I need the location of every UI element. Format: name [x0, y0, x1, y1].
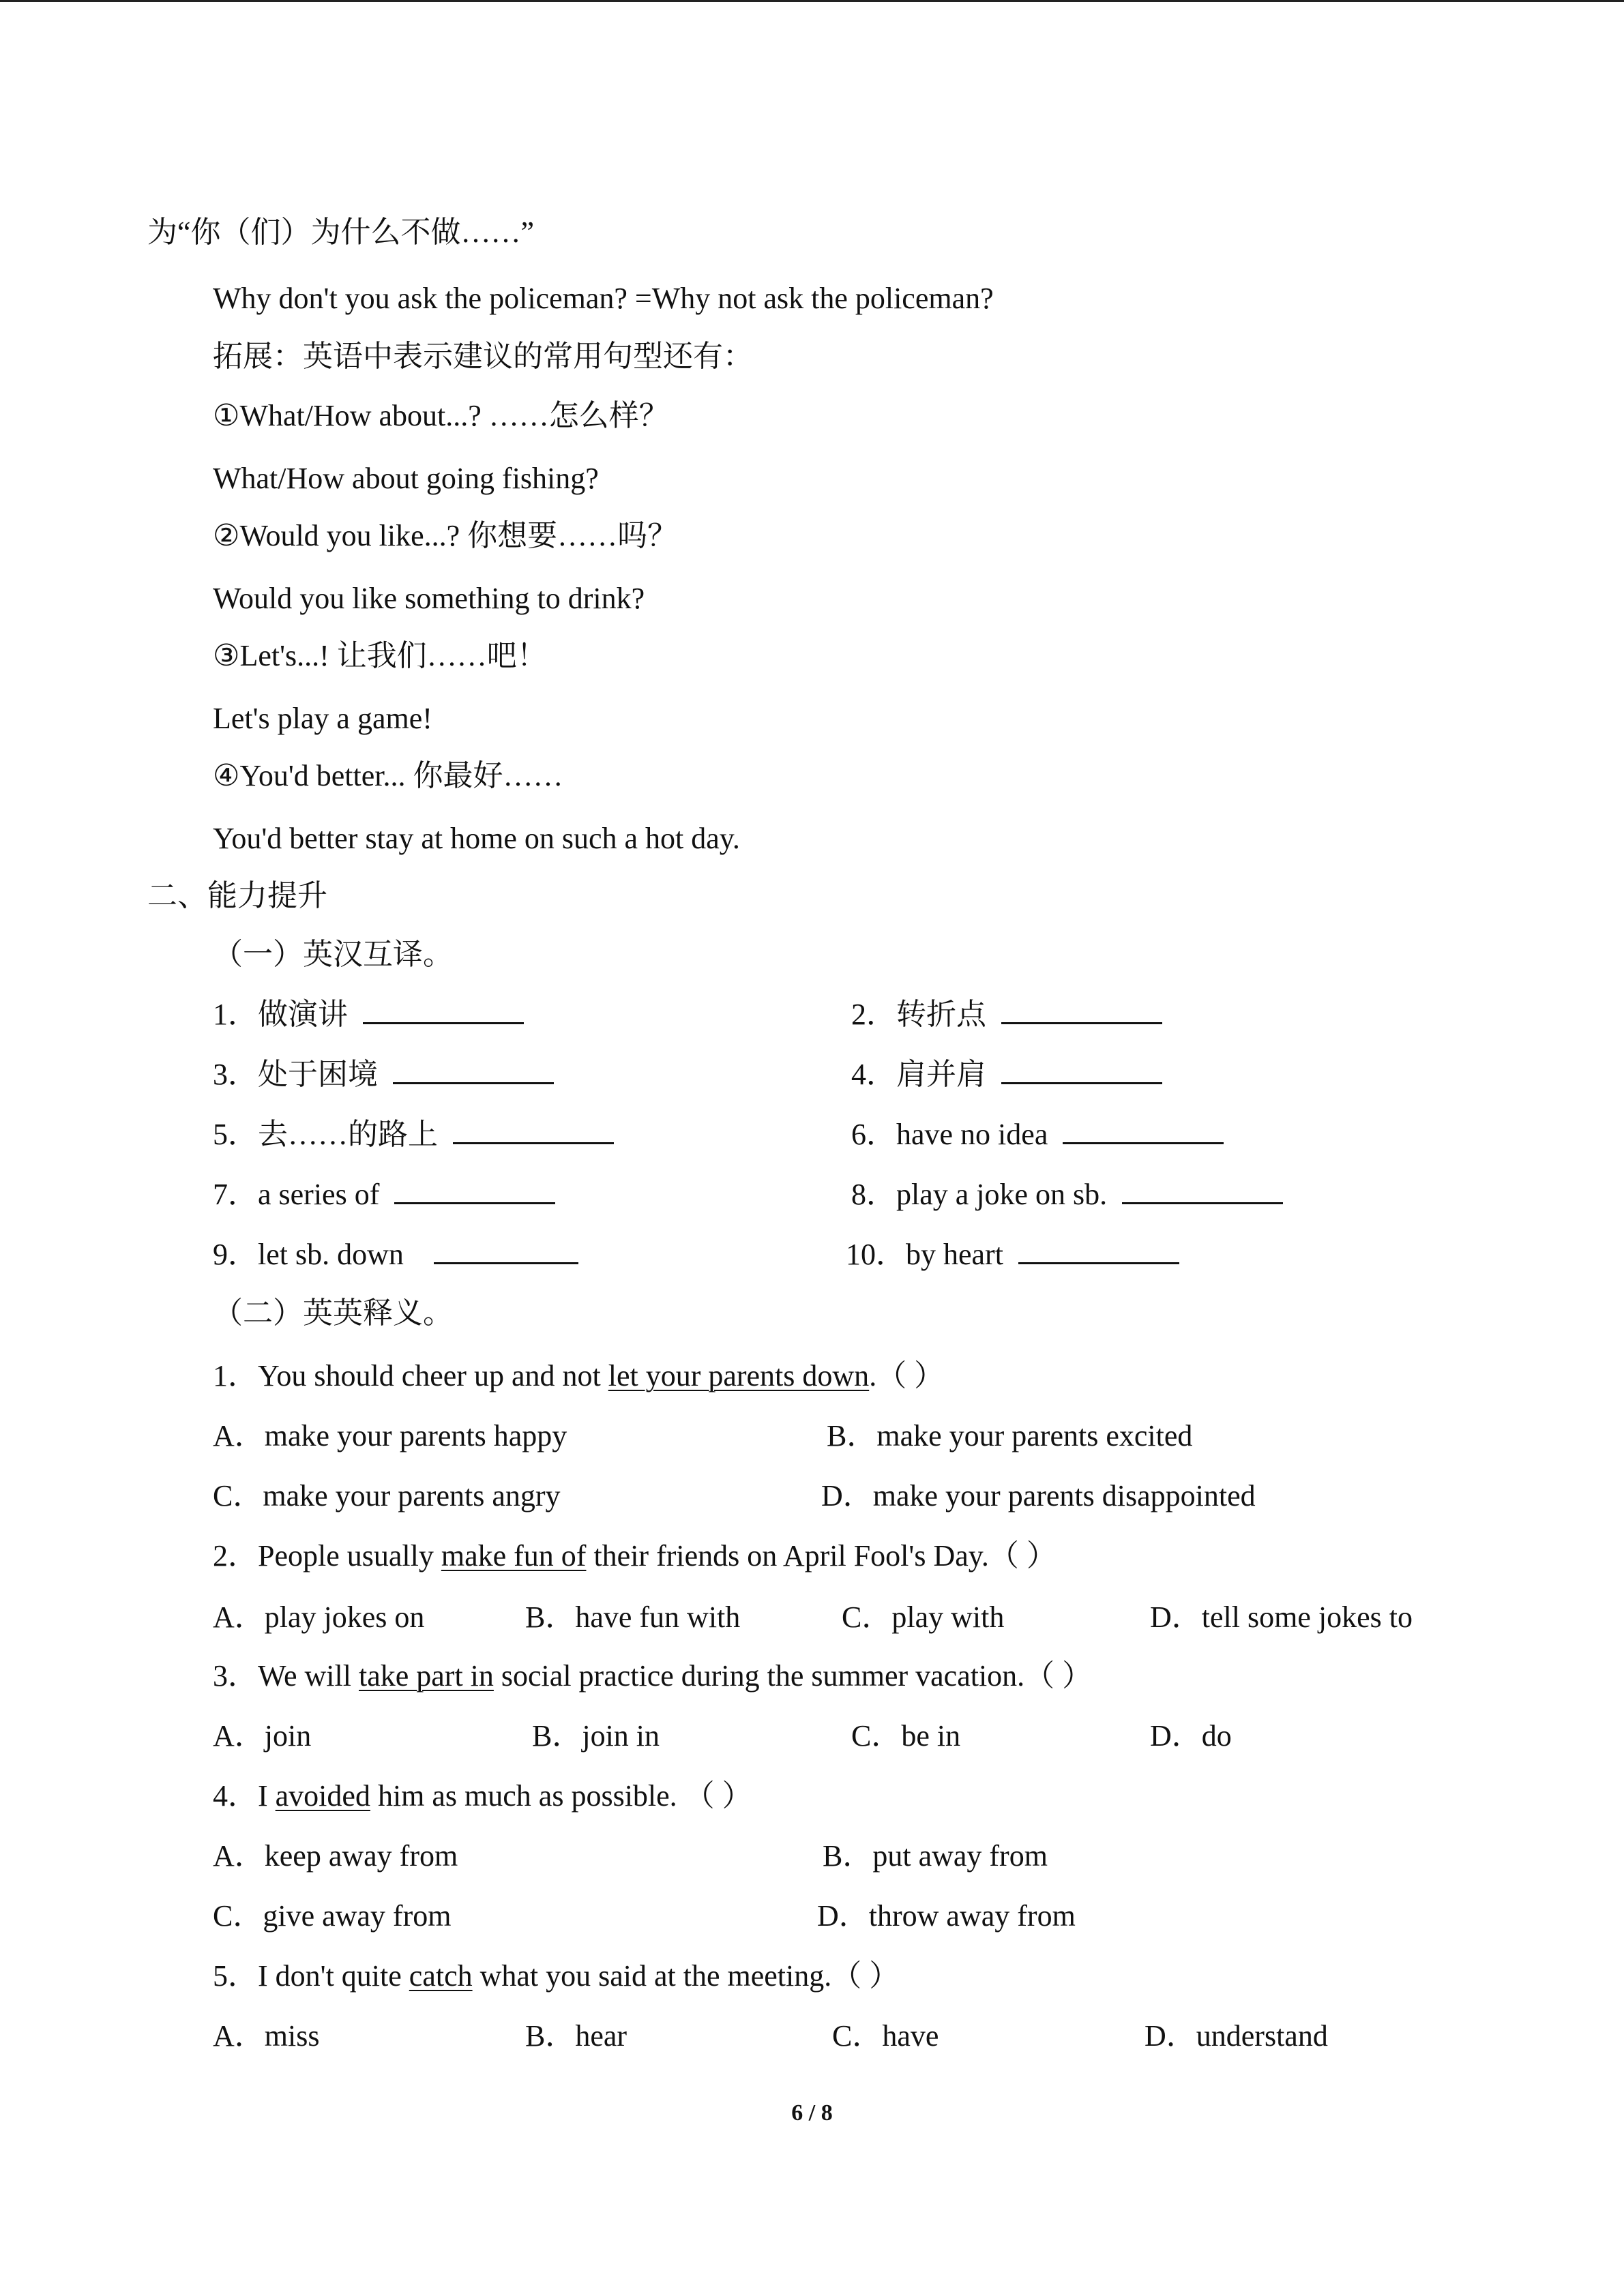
- q2-option-d[interactable]: D．tell some jokes to: [1150, 1600, 1413, 1634]
- translate-item-7: 7．a series of: [213, 1176, 555, 1214]
- underlined-phrase: make fun of: [441, 1539, 587, 1572]
- pattern-4-example: You'd better stay at home on such a hot day.: [213, 822, 740, 855]
- underlined-phrase: catch: [409, 1959, 473, 1993]
- pattern-1-example: What/How about going fishing?: [213, 462, 599, 495]
- translate-item-2: 2．转折点: [851, 996, 1162, 1034]
- intro-line-2: Why don't you ask the policeman? =Why not ask the policeman?: [213, 282, 994, 315]
- part1-title: （一）英汉互译。: [213, 938, 453, 971]
- answer-blank[interactable]: [363, 999, 524, 1024]
- question-3: 3．We will take part in social practice during the summer vacation.（ ）: [213, 1659, 1093, 1693]
- pattern-1: ①What/How about...? ……怎么样？: [213, 399, 669, 432]
- answer-blank[interactable]: [453, 1119, 614, 1144]
- section-title: 二、能力提升: [147, 879, 327, 912]
- q4-option-a[interactable]: A．keep away from: [213, 1839, 458, 1873]
- translate-item-9: 9．let sb. down: [213, 1236, 578, 1274]
- answer-blank[interactable]: [1122, 1179, 1283, 1204]
- q5-option-b[interactable]: B．hear: [525, 2019, 628, 2053]
- answer-blank[interactable]: [1063, 1119, 1224, 1144]
- underlined-phrase: avoided: [275, 1779, 370, 1813]
- question-1: 1．You should cheer up and not let your parents down.（ ）: [213, 1359, 945, 1392]
- translate-item-5: 5．去……的路上: [213, 1116, 614, 1154]
- answer-blank[interactable]: [1001, 999, 1162, 1024]
- page-number: 6 / 8: [791, 2100, 833, 2126]
- q1-option-b[interactable]: B．make your parents excited: [827, 1419, 1193, 1452]
- q5-option-d[interactable]: D．understand: [1145, 2019, 1328, 2053]
- q4-option-d[interactable]: D．throw away from: [817, 1899, 1076, 1933]
- q1-option-a[interactable]: A．make your parents happy: [213, 1419, 567, 1452]
- pattern-2-example: Would you like something to drink?: [213, 582, 645, 615]
- q2-option-b[interactable]: B．have fun with: [525, 1600, 741, 1634]
- q5-option-a[interactable]: A．miss: [213, 2019, 320, 2053]
- q1-option-d[interactable]: D．make your parents disappointed: [821, 1479, 1256, 1512]
- q3-option-d[interactable]: D．do: [1150, 1719, 1232, 1753]
- question-4: 4．I avoided him as much as possible. （ ）: [213, 1779, 752, 1813]
- translate-item-10: 10．by heart: [846, 1236, 1179, 1274]
- q2-option-a[interactable]: A．play jokes on: [213, 1600, 425, 1634]
- answer-blank[interactable]: [1018, 1239, 1179, 1264]
- underlined-phrase: take part in: [358, 1659, 494, 1693]
- q3-option-c[interactable]: C．be in: [851, 1719, 961, 1753]
- part2-title: （二）英英释义。: [213, 1296, 453, 1330]
- pattern-3: ③Let's...! 让我们……吧！: [213, 639, 547, 672]
- intro-line-1: 为“你（们）为什么不做……”: [147, 215, 535, 249]
- translate-item-3: 3．处于困境: [213, 1056, 554, 1094]
- question-5: 5．I don't quite catch what you said at the meeting.（ ）: [213, 1959, 900, 1993]
- q3-option-a[interactable]: A．join: [213, 1719, 312, 1753]
- answer-blank[interactable]: [434, 1239, 578, 1264]
- q4-option-b[interactable]: B．put away from: [823, 1839, 1048, 1873]
- pattern-2: ②Would you like...? 你想要……吗？: [213, 519, 678, 552]
- question-2: 2．People usually make fun of their friends on April Fool's Day.（ ）: [213, 1539, 1057, 1572]
- answer-blank[interactable]: [393, 1059, 554, 1084]
- translate-item-6: 6．have no idea: [851, 1116, 1224, 1154]
- top-border-line: [0, 0, 1624, 2]
- pattern-4: ④You'd better... 你最好……: [213, 759, 563, 792]
- translate-item-4: 4．肩并肩: [851, 1056, 1162, 1094]
- intro-line-3: 拓展：英语中表示建议的常用句型还有：: [213, 340, 753, 373]
- q4-option-c[interactable]: C．give away from: [213, 1899, 452, 1933]
- q2-option-c[interactable]: C．play with: [842, 1600, 1005, 1634]
- underlined-phrase: let your parents down: [608, 1359, 870, 1392]
- translate-item-1: 1．做演讲: [213, 996, 524, 1034]
- answer-blank[interactable]: [394, 1179, 555, 1204]
- q1-option-c[interactable]: C．make your parents angry: [213, 1479, 561, 1512]
- q3-option-b[interactable]: B．join in: [532, 1719, 660, 1753]
- translate-item-8: 8．play a joke on sb.: [851, 1176, 1283, 1214]
- q5-option-c[interactable]: C．have: [832, 2019, 939, 2053]
- pattern-3-example: Let's play a game!: [213, 702, 432, 735]
- answer-blank[interactable]: [1001, 1059, 1162, 1084]
